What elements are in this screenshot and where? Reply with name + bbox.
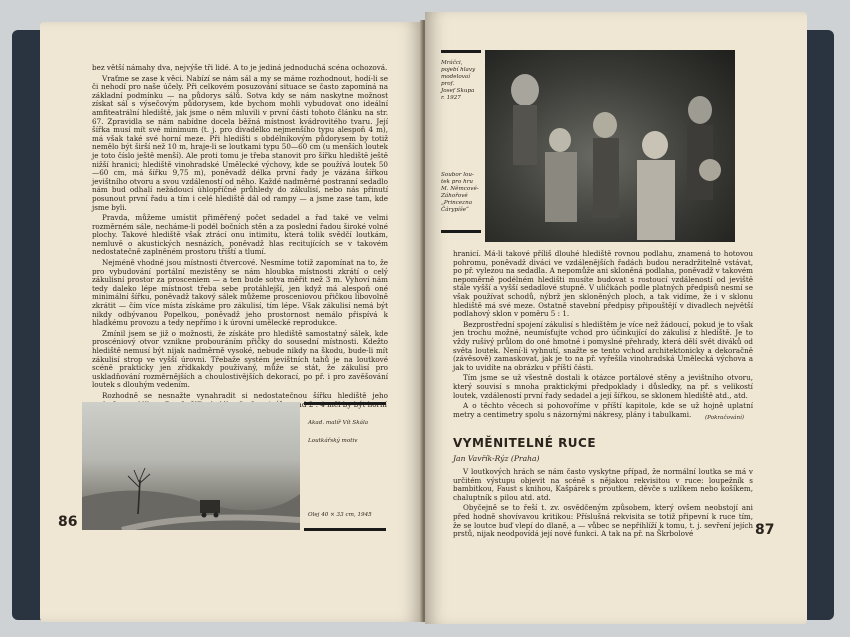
painting-drawing	[82, 402, 300, 530]
continuation-note: (Pokračování)	[705, 415, 745, 421]
page-number: 86	[58, 514, 78, 530]
right-text-column	[453, 250, 753, 421]
left-text-column	[92, 64, 388, 411]
photo-caption-top: Mráčci, pojebí hlavy modelovaí prof. Josef Skupa r. 1927	[441, 60, 476, 101]
painting-caption-medium: Olej 40 × 33 cm, 1945	[308, 512, 372, 518]
paragraph: Obyčejně se to řeší t. zv. osvědčeným způsobem, který ovšem neobstojí ani před hodně shovívavou kritikou: Příslušná rekvisita se totiž připevní k ruce tím, že se loutce buď vlepí do dlaně, a — vůbec se nepřihlíží k tomu, t. j. sevření jejích prstů, nijak neodpovídá její nové funkci. A tak na př. na Škrbolové	[453, 503, 753, 539]
painting-caption-artist: Akad. malíř Vít Skála	[308, 420, 369, 426]
paragraph: hranicí. Má-li takové příliš dlouhé hlediště rovnou podlahu, znamená to hotovou pohromu, poněvadž diváci ve vzdálenějších řadách budou neradržitelně vstávat, po př. vylezou na sedadla. A nepomůže ani skloněná podlaha, poněvadž v takovém nepoměrně podélném hledišti musíte budovat s rostoucí vzdáleností od jeviště stále vyšší a vyšší sedadlové stupně. V uličkách podle platných předpisů nesmí se však používat schodů, nýbrž jen skloněných ploch, a tak vidíme, že i v sklonu hlediště má své meze. Ostatně stavební předpisy připouštějí v divadlech největší podlahový sklon v poměru 5 : 1.	[453, 249, 753, 319]
paragraph: Pravda, můžeme umístit přiměřený počet sedadel a řad také ve velmi rozměrném sále, necháme-li podél bočních stěn a za poslední řadou široké volné plochy. Takové hlediště však ztrácí onu intimitu, která tolik svědčí loutkám, nemluvě o akustických nesnázích, poněvadž hlas recitujících se v takovém nedostatečně zaplněném prostoru tříští a tlumí.	[92, 213, 388, 257]
left-page	[40, 22, 422, 622]
article-author: Jan Vavřík-Rýz (Praha)	[453, 454, 540, 463]
paragraph: bez větší námahy dva, nejvýše tři lidé. A to je jediná jednoduchá scéna ochozová.	[92, 63, 388, 72]
page-number: 87	[755, 522, 775, 538]
paragraph: V loutkových hrách se nám často vyskytne případ, že normální loutka se má v určitém výstupu objevit na scéně s nějakou rekvisitou v ruce: loupežník s bambitkou, Faust s knihou, Kašpárek s proutkem, děvče s uzlíkem nebo košíkem, chaluptník s pilou atd. atd.	[453, 467, 753, 502]
puppets-drawing	[485, 50, 735, 242]
caption-rule	[441, 50, 481, 53]
paragraph: Nejméně vhodné jsou místnosti čtvercové. Nesmíme totiž zapomínat na to, že pro vybudování portální mezistěny se nám hloubka místnosti zkrátí o celý zákulisní prostor za prosceniem — a ten bude sotva měřit než 3 m. Vyhoví nám tedy daleko lépe místnost třeba sebe protáhlejší, jen když má alespoň oné minimální šířku, poněvadž takový sálek můžeme prosceniovou přičkou libovolně zkrátit — čím více místa získáme pro zákulisí, tím lépe. Však zákulisí nemá být nikdy odbývanou Popelkou, poněvadž jeho prostornost nemálo přispívá k hladkému provozu a tedy nepřímo i k úrovni umělecké reprodukce.	[92, 258, 388, 328]
article-heading: VYMĚNITELNÉ RUCE	[453, 436, 597, 450]
paragraph: Rozhodně se nesnažte vynahradit si nedostatečnou šířku hlediště jeho	[102, 390, 388, 400]
painting-image	[82, 402, 300, 530]
paragraph: Bezprostřední spojení zákulisí s hledištěm je více než žádoucí, pokud je to však jen trochu možné, neumísťujte vchod pro účinkující do zákulisí z hlediště. Je to vždy rušivý průlom do oné hmotné i pomyslné přehrady, která dělí svět diváků od světa loutek. Není-li vyhnutí, snažte se tento vchod architektonicky a dekoračně (závěsově) zamaskovat, jak je to na př. vyřešila vinohradská Umělecká výchova a jak to uvidíte na obrázku v příští části.	[453, 319, 753, 372]
paragraph: Zmínil jsem se již o možnosti, že získáte pro hlediště samostatný sálek, kde proscéniový otvor vznikne probouráním přičky do sousední místnosti. Kdežto hlediště nemusí být nijak nadměrně vysoké, nebude nikdy na škodu, bude-li mít zákulisí strop ve vyšší úrovni. Třebaže systém jevištních tahů je na loutkové scéně prakticky jen zřídkakdy používaný, může se stát, že zákulisí pro uskladňování rozměrnějších a choulostivějších dekorací, po př. i pro zavěšování loutek s dlouhým vedením.	[92, 328, 388, 390]
photo-caption-bottom: Soubor lou- tek pro hru M. Němcové- Záhořové „Princezna Čárypíše“	[441, 172, 479, 213]
caption-rule	[441, 230, 481, 233]
painting-caption-title: Loutkářský motiv	[308, 438, 358, 444]
paragraph: Vraťme se zase k věci. Nabízí se nám sál a my se máme rozhodnout, hodí-li se či nehodí pro naše účely. Při celkovém posuzování situace se často zapomíná na základní podmínku — na půdorys sálů. Sotva kdy se nám naskytne možnost získat sál s výsečovým půdorysem, kde bychom mohli vybudovat ono ideální amfiteatrální hlediště, jak jsme o něm mluvili v první části tohoto článku na str. 67. Zpravidla se nám nabídne docela běžná místnost kvádrovitého tvaru. Její šířka musí mít své minimum (t. j. pro divadélko nejmenšího typu alespoň 4 m), má však také své horní meze. Při hledišti s obdélníkovým půdorysem by totiž nemělo být širší než 10 m, hraje-li se loutkami typu 50—60 cm (u menších loutek je toto číslo ještě menší). Ale proti tomu je třeba stanovit pro šířku hlediště ještě nižší hranici; hlediště vinohradské Umělecké výchovy, kde se používá loutek 50—60 cm, má šířku 9,75 m), poněvadž délka první řady je vázána šířkou jevištního otvoru a svou vzdáleností od něho. Každé nadměrné postranní sedadlo nám bud odhalí nežádoucí úhlopříčné průhledy do zákulisí, nebo nás přinutí posunout první řadu a tím i celé hlediště dál od rampy — a jsme zase tam, kde jsme byli.	[92, 73, 388, 212]
caption-rule	[304, 402, 386, 405]
article-text-column	[453, 468, 753, 541]
caption-rule	[304, 528, 386, 531]
paragraph: Tím jsme se už všestně dostali k otázce portálové stěny a jevištního otvoru, který souvisí s mnoha praktickými předpoklady i důsledky, na př. s velikostí loutek, vzdáleností první řady sedadel a její šířkou, se sklonem hlediště atd., atd.	[453, 373, 753, 400]
puppets-photo	[485, 50, 735, 242]
paragraph: A o těchto věcech si pohovoříme v příští kapitole, kde se už hojně uplatní metry a centimetry spolu s názornými nákresy, plány i tabulkami.	[453, 401, 753, 419]
right-page	[425, 12, 807, 624]
